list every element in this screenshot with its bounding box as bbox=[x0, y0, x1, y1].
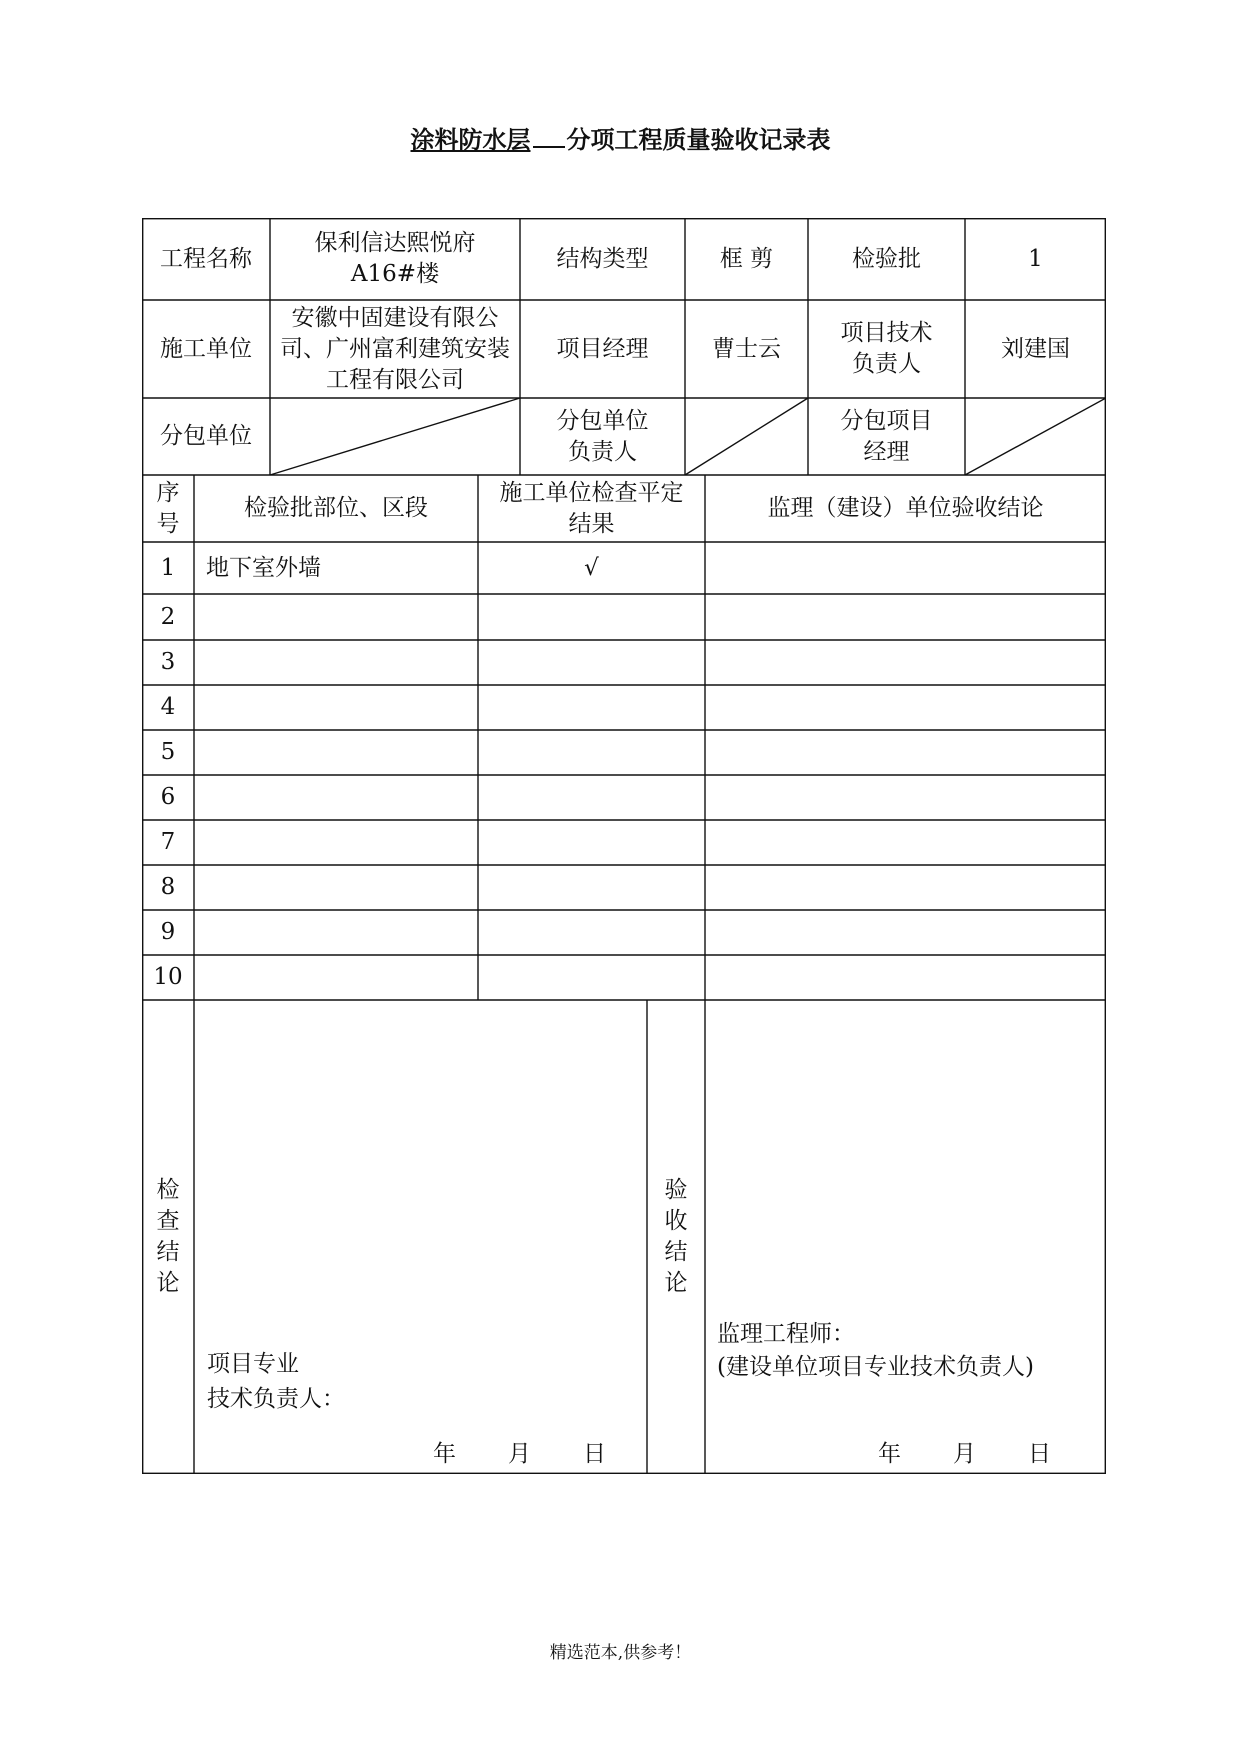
row-1-supervision bbox=[705, 542, 1106, 594]
structure-type-value: 框 剪 bbox=[719, 245, 774, 272]
row-1-location: 地下室外墙 bbox=[206, 554, 321, 581]
row-6-no: 6 bbox=[160, 784, 176, 810]
tech-lead-value: 刘建国 bbox=[1001, 335, 1070, 362]
row-10-location bbox=[194, 955, 478, 1000]
row-8-self-check bbox=[478, 865, 705, 910]
right-signer-line2: (建设单位项目专业技术负责人) bbox=[717, 1354, 1034, 1380]
inspection-lot-label: 检验批 bbox=[852, 245, 921, 272]
title-main: 分项工程质量验收记录表 bbox=[566, 125, 831, 154]
row-3-no: 3 bbox=[160, 649, 176, 675]
row-8-no: 8 bbox=[160, 874, 176, 900]
left-date-day: 日 bbox=[583, 1441, 606, 1467]
accept-conclusion-label: 验收结论 bbox=[664, 1177, 688, 1296]
row-8-supervision bbox=[705, 865, 1106, 910]
col-header-supervision: 监理（建设）单位验收结论 bbox=[767, 495, 1044, 521]
sub-pm-label: 分包项目经理 bbox=[840, 407, 933, 465]
left-date-year: 年 bbox=[433, 1441, 456, 1467]
inspection-lot-value: 1 bbox=[1028, 245, 1043, 272]
row-5-no: 5 bbox=[160, 739, 176, 765]
left-signer-line2: 技术负责人： bbox=[207, 1386, 345, 1412]
project-name-label: 工程名称 bbox=[160, 245, 252, 272]
row-9-location bbox=[194, 910, 478, 955]
row-7-self-check bbox=[478, 820, 705, 865]
subcontractor-label: 分包单位 bbox=[160, 423, 252, 449]
row-1-self-check: √ bbox=[584, 554, 599, 581]
row-10-supervision bbox=[705, 955, 1106, 1000]
row-1-no: 1 bbox=[160, 554, 176, 581]
row-4-location bbox=[194, 685, 478, 730]
row-4-no: 4 bbox=[160, 694, 176, 720]
row-4-self-check bbox=[478, 685, 705, 730]
row-3-supervision bbox=[705, 640, 1106, 685]
project-manager-value: 曹士云 bbox=[712, 335, 781, 362]
contractor-label: 施工单位 bbox=[160, 335, 252, 362]
row-7-supervision bbox=[705, 820, 1106, 865]
right-signer-line1: 监理工程师： bbox=[717, 1321, 855, 1347]
title-blank-underline bbox=[533, 142, 565, 148]
page-title bbox=[0, 120, 1241, 155]
row-9-self-check bbox=[478, 910, 705, 955]
row-5-supervision bbox=[705, 730, 1106, 775]
row-2-self-check bbox=[478, 594, 705, 640]
left-signer-line1: 项目专业 bbox=[207, 1351, 299, 1377]
record-table bbox=[142, 218, 1106, 1474]
row-9-supervision bbox=[705, 910, 1106, 955]
title-subject: 涂料防水层 bbox=[410, 125, 531, 154]
row-2-location bbox=[194, 594, 478, 640]
sub-lead-label: 分包单位负责人 bbox=[556, 407, 649, 465]
row-2-supervision bbox=[705, 594, 1106, 640]
accept-conclusion-label-cell bbox=[647, 1000, 705, 1474]
project-name-value: 保利信达熙悦府A16#楼 bbox=[314, 230, 476, 287]
row-5-self-check bbox=[478, 730, 705, 775]
row-10-self-check bbox=[478, 955, 705, 1000]
right-date-month: 月 bbox=[953, 1441, 976, 1467]
col-header-self-check: 施工单位检查平定结果 bbox=[499, 479, 684, 537]
row-5-location bbox=[194, 730, 478, 775]
row-9-no: 9 bbox=[160, 919, 176, 945]
right-date-day: 日 bbox=[1028, 1441, 1051, 1467]
project-manager-label: 项目经理 bbox=[556, 335, 649, 362]
col-header-no: 序号 bbox=[156, 479, 180, 537]
structure-type-label: 结构类型 bbox=[556, 245, 649, 272]
check-conclusion-label: 检查结论 bbox=[156, 1177, 180, 1296]
row-10-no: 10 bbox=[153, 964, 183, 990]
row-8-location bbox=[194, 865, 478, 910]
row-7-no: 7 bbox=[160, 829, 176, 855]
row-3-self-check bbox=[478, 640, 705, 685]
left-date-month: 月 bbox=[508, 1441, 531, 1467]
row-3-location bbox=[194, 640, 478, 685]
page-footer: 精选范本,供参考！ bbox=[549, 1643, 692, 1663]
row-2-no: 2 bbox=[160, 603, 176, 630]
contractor-value: 安徽中固建设有限公司、广州富利建筑安装工程有限公司 bbox=[280, 304, 510, 393]
check-conclusion-label-cell bbox=[142, 1000, 194, 1474]
row-6-location bbox=[194, 775, 478, 820]
tech-lead-label: 项目技术负责人 bbox=[840, 320, 933, 377]
row-7-location bbox=[194, 820, 478, 865]
row-6-self-check bbox=[478, 775, 705, 820]
row-4-supervision bbox=[705, 685, 1106, 730]
col-header-location: 检验批部位、区段 bbox=[244, 495, 428, 521]
row-6-supervision bbox=[705, 775, 1106, 820]
right-date-year: 年 bbox=[878, 1441, 901, 1467]
